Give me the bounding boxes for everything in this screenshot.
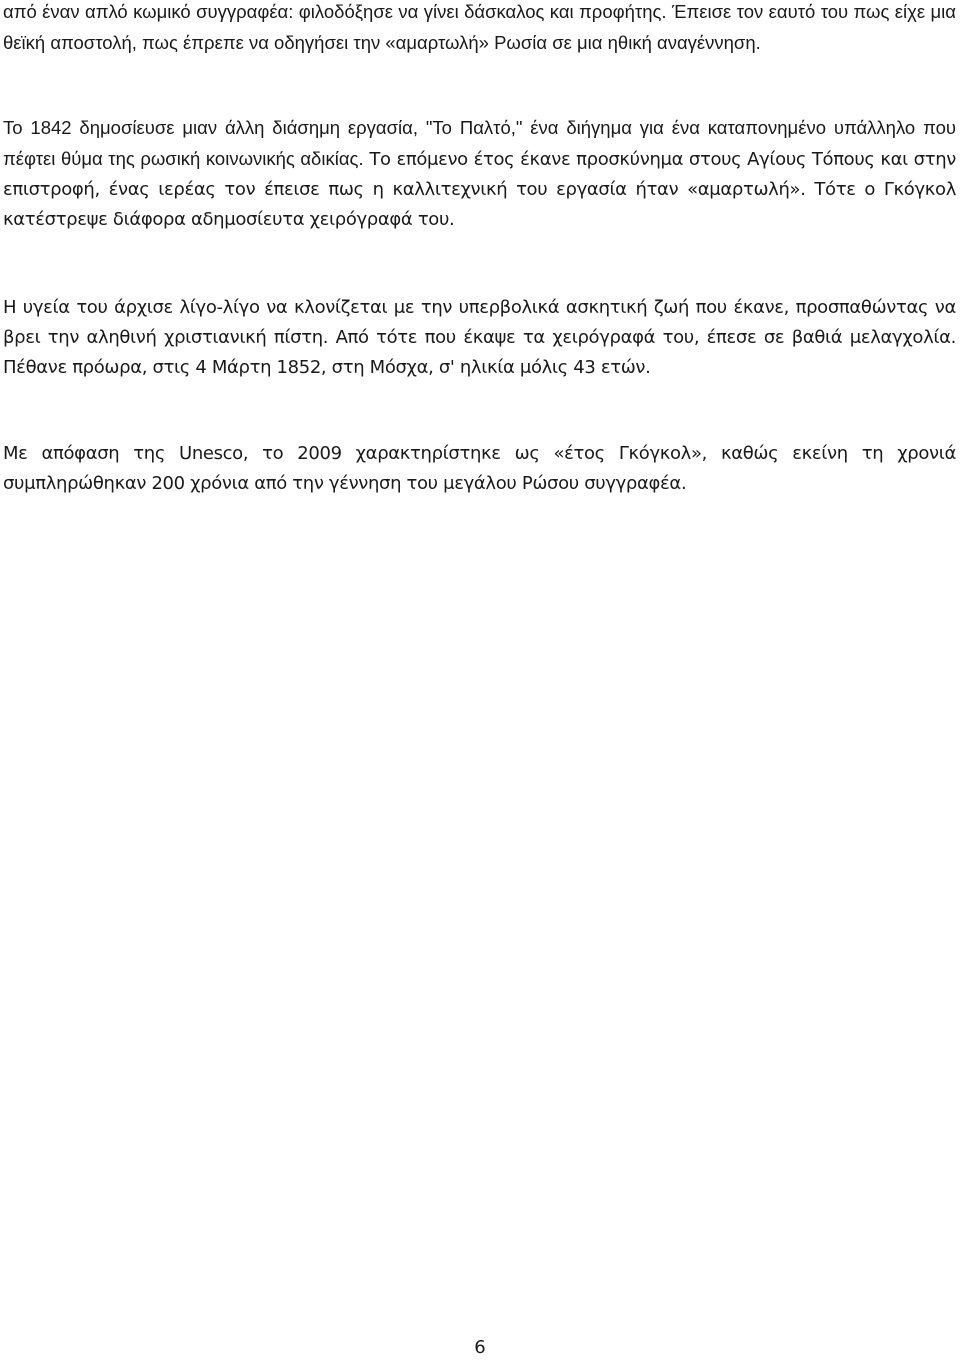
paragraph-text: Το 1842 δημοσίευσε μιαν άλλη διάσημη εργασία, "Το Παλτό," ένα διήγημα για ένα καταπονημένο υπάλληλο που πέφτει θύμα της ρωσική κοινωνικής αδικίας.: [3, 117, 956, 169]
page-number: 6: [474, 1337, 486, 1358]
paragraph-text: από έναν απλό κωμικό συγγραφέα: φιλοδόξησε να γίνει δάσκαλος και προφήτης. Έπεισε τον εαυτό του πως είχε μια θεϊκή αποστολή, πως έπρεπε να οδηγήσει την «αμαρτωλή» Ρωσία σε μια ηθική αναγέννηση.: [3, 1, 956, 53]
paragraph-text: Με απόφαση της Unesco, το 2009 χαρακτηρίστηκε ως «έτος Γκόγκολ», καθώς εκείνη τη χρονιά συμπληρώθηκαν 200 χρόνια από την γέννηση του μεγάλου Ρώσου συγγραφέα.: [3, 443, 956, 494]
paragraph-calling: [3, 0, 956, 59]
paragraph-text: Το επόμενο έτος έκανε προσκύνημα στους Αγίους Τόπους και στην επιστροφή, ένας ιερέας τον έπεισε πως η καλλιτεχνική του εργασία ήταν «αμαρτωλή». Τότε ο Γκόγκολ κατέστρεψε διάφορα αδημοσίευτα χειρόγραφά του.: [3, 149, 956, 230]
paragraph-health: [3, 293, 956, 383]
paragraph-overcoat: [3, 113, 956, 235]
paragraph-text: Η υγεία του άρχισε λίγο-λίγο να κλονίζεται με την υπερβολικά ασκητική ζωή που έκανε, προσπαθώντας να βρει την αληθινή χριστιανική πίστη. Από τότε που έκαψε τα χειρόγραφά του, έπεσε σε βαθιά μελαγχολία. Πέθανε πρόωρα, στις 4 Μάρτη 1852, στη Μόσχα, σ' ηλικία μόλις 43 ετών.: [3, 297, 956, 378]
paragraph-unesco: [3, 439, 956, 499]
